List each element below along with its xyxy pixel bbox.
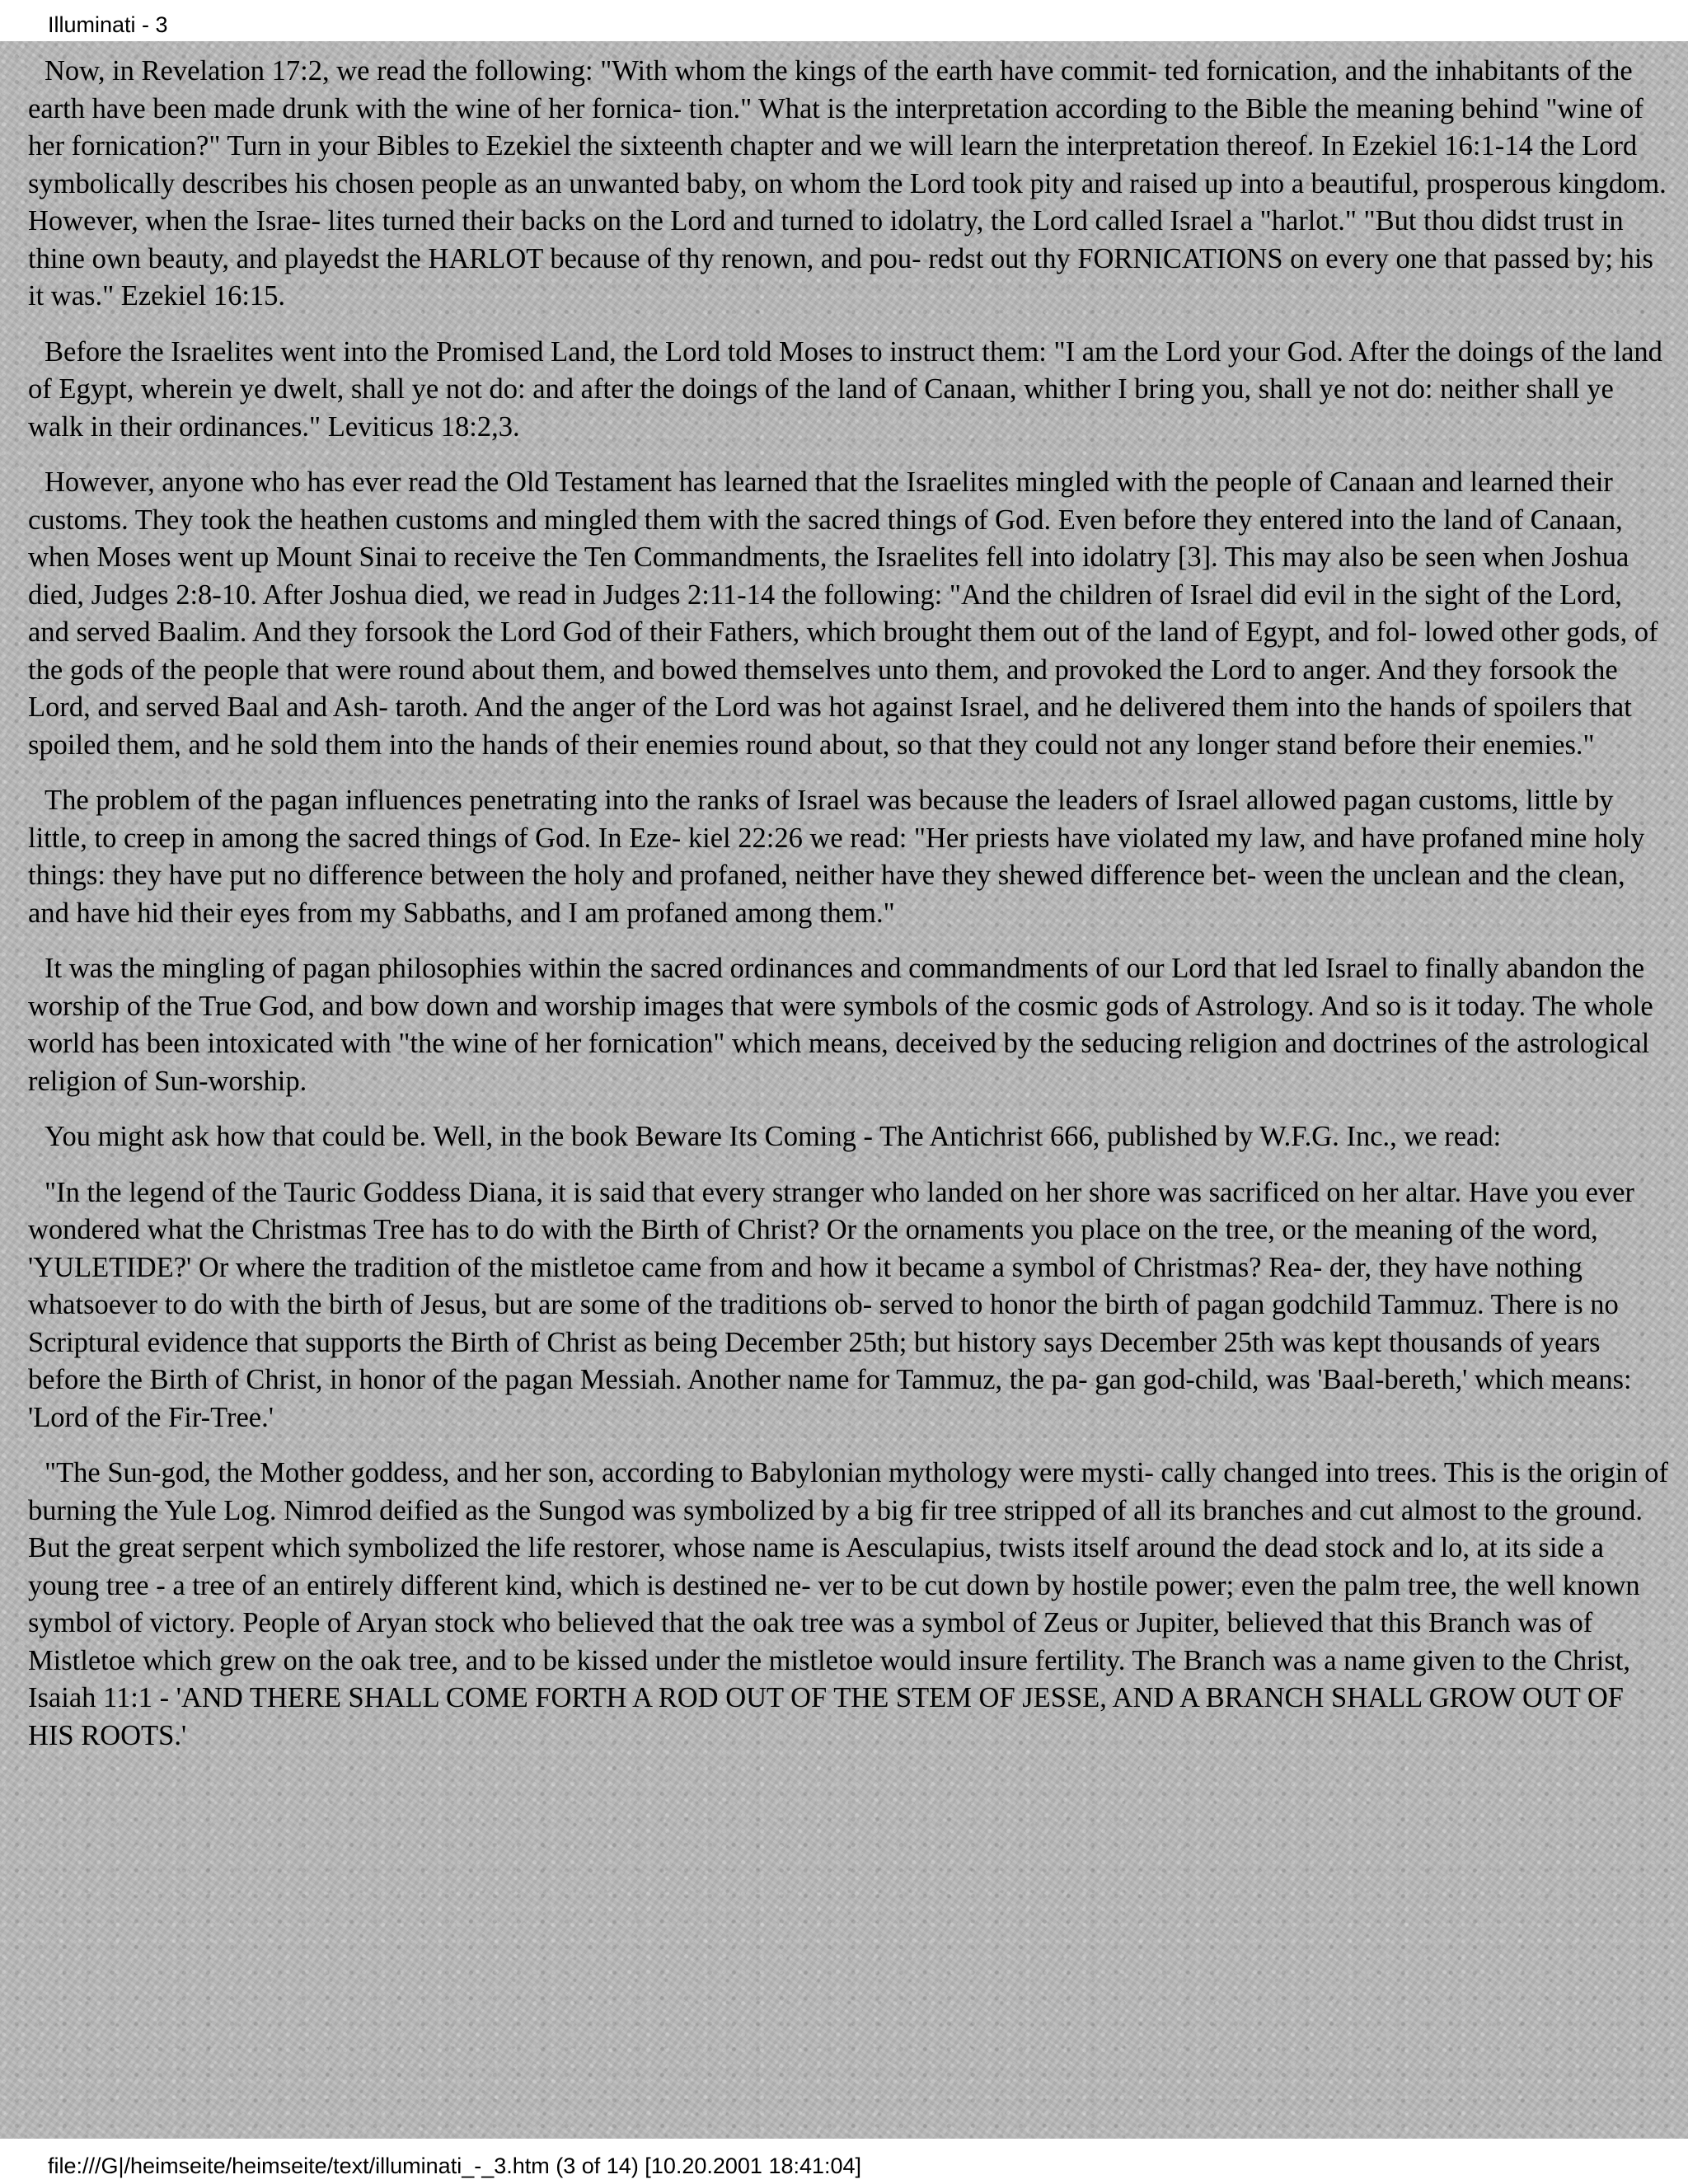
paragraph-revelation: Now, in Revelation 17:2, we read the following: "With whom the kings of the earth have commit- ted fornication, and the inhabitants of the earth have been made drunk with the wine of her fornica- tion." What is the interpretation according to the Bible the meaning behind "wine of her fornication?" Turn in your Bibles to Ezekiel the sixteenth chapter and we will learn the interpretation thereof. In Ezekiel 16:1-14 the Lord symbolically describes his chosen people as an unwanted baby, on whom the Lord took pity and raised up into a beautiful, prosperous kingdom. However, when the Israe- lites turned their backs on the Lord and turned to idolatry, the Lord called Israel a "harlot." "But thou didst trust in thine own beauty, and playedst the HARLOT because of thy renown, and pou- redst out thy FORNICATIONS on every one that passed by; his it was." Ezekiel 16:15. xyxy=(28,55,1667,312)
paragraph-ezekiel: The problem of the pagan influences penetrating into the ranks of Israel was because the leaders of Israel allowed pagan customs, little by little, to creep in among the sacred things of God. In Eze- kiel 22:26 we read: "Her priests have violated my law, and have profaned mine holy things: they have put no difference between the holy and profaned, neither have they shewed difference bet- ween the unclean and the clean, and have hid their eyes from my Sabbaths, and I am profaned among them." xyxy=(28,785,1645,929)
paragraph-sun-god-quote: "The Sun-god, the Mother goddess, and her son, according to Babylonian mythology were mysti- cally changed into trees. This is the origin of burning the Yule Log. Nimrod deified as the Sungod was symbolized by a big fir tree stripped of all its branches and cut almost to the ground. But the great serpent which symbolized the life restorer, whose name is Aesculapius, twists itself around the dead stock and lo, at its side a young tree - a tree of an entirely different kind, which is destined ne- ver to be cut down by hostile power; even the palm tree, the well known symbol of victory. People of Aryan stock who believed that the oak tree was a symbol of Zeus or Jupiter, believed that this Branch was of Mistletoe which grew on the oak tree, and to be kissed under the mistletoe would insure fertility. The Branch was a name given to the Christ, Isaiah 11:1 - 'AND THERE SHALL COME FORTH A ROD OUT OF THE STEM OF JESSE, AND A BRANCH SHALL GROW OUT OF HIS ROOTS.' xyxy=(28,1457,1668,1751)
page-footer-path: file:///G|/heimseite/heimseite/text/illuminati_-_3.htm (3 of 14) [10.20.2001 18:41:04] xyxy=(48,2154,862,2178)
page-header-title: Illuminati - 3 xyxy=(48,12,168,37)
paragraph-leviticus: Before the Israelites went into the Promised Land, the Lord told Moses to instruct them: "I am the Lord your God. After the doings of the land of Egypt, wherein ye dwelt, shall ye not do: and after the doings of the land of Canaan, whither I bring you, shall ye not do: neither shall ye walk in their ordinances." Leviticus 18:2,3. xyxy=(28,335,1662,443)
article-body xyxy=(28,53,1668,1773)
paragraph-astrology: It was the mingling of pagan philosophies within the sacred ordinances and commandments of our Lord that led Israel to finally abandon the worship of the True God, and bow down and worship images that were symbols of the cosmic gods of Astrology. And so is it today. The whole world has been intoxicated with "the wine of her fornication" which means, deceived by the seducing religion and doctrines of the astrological religion of Sun-worship. xyxy=(28,953,1653,1097)
paragraph-diana-quote: "In the legend of the Tauric Goddess Diana, it is said that every stranger who landed on her shore was sacrificed on her altar. Have you ever wondered what the Christmas Tree has to do with the Birth of Christ? Or the ornaments you place on the tree, or the meaning of the word, 'YULETIDE?' Or where the tradition of the mistletoe came from and how it became a symbol of Christmas? Rea- der, they have nothing whatsoever to do with the birth of Jesus, but are some of the traditions ob- served to honor the birth of pagan godchild Tammuz. There is no Scriptural evidence that supports the Birth of Christ as being December 25th; but history says December 25th was kept thousands of years before the Birth of Christ, in honor of the pagan Messiah. Another name for Tammuz, the pa- gan god-child, was 'Baal-bereth,' which means: 'Lord of the Fir-Tree.' xyxy=(28,1176,1634,1433)
textured-content-area xyxy=(0,41,1688,2139)
paragraph-judges: However, anyone who has ever read the Old Testament has learned that the Israelites mingled with the people of Canaan and learned their customs. They took the heathen customs and mingled them with the sacred things of God. Even before they entered into the land of Canaan, when Moses went up Mount Sinai to receive the Ten Commandments, the Israelites fell into idolatry [3]. This may also be seen when Joshua died, Judges 2:8-10. After Joshua died, we read in Judges 2:11-14 the following: "And the children of Israel did evil in the sight of the Lord, and served Baalim. And they forsook the Lord God of their Fathers, which brought them out of the land of Egypt, and fol- lowed other gods, of the gods of the people that were round about them, and bowed themselves unto them, and provoked the Lord to anger. And they forsook the Lord, and served Baal and Ash- taroth. And the anger of the Lord was hot against Israel, and he delivered them into the hands of spoilers that spoiled them, and he sold them into the hands of their enemies round about, so that they could not any longer stand before their enemies." xyxy=(28,466,1658,761)
paragraph-book-reference: You might ask how that could be. Well, in the book Beware Its Coming - The Antichrist 666, published by W.F.G. Inc., we read: xyxy=(45,1121,1502,1152)
